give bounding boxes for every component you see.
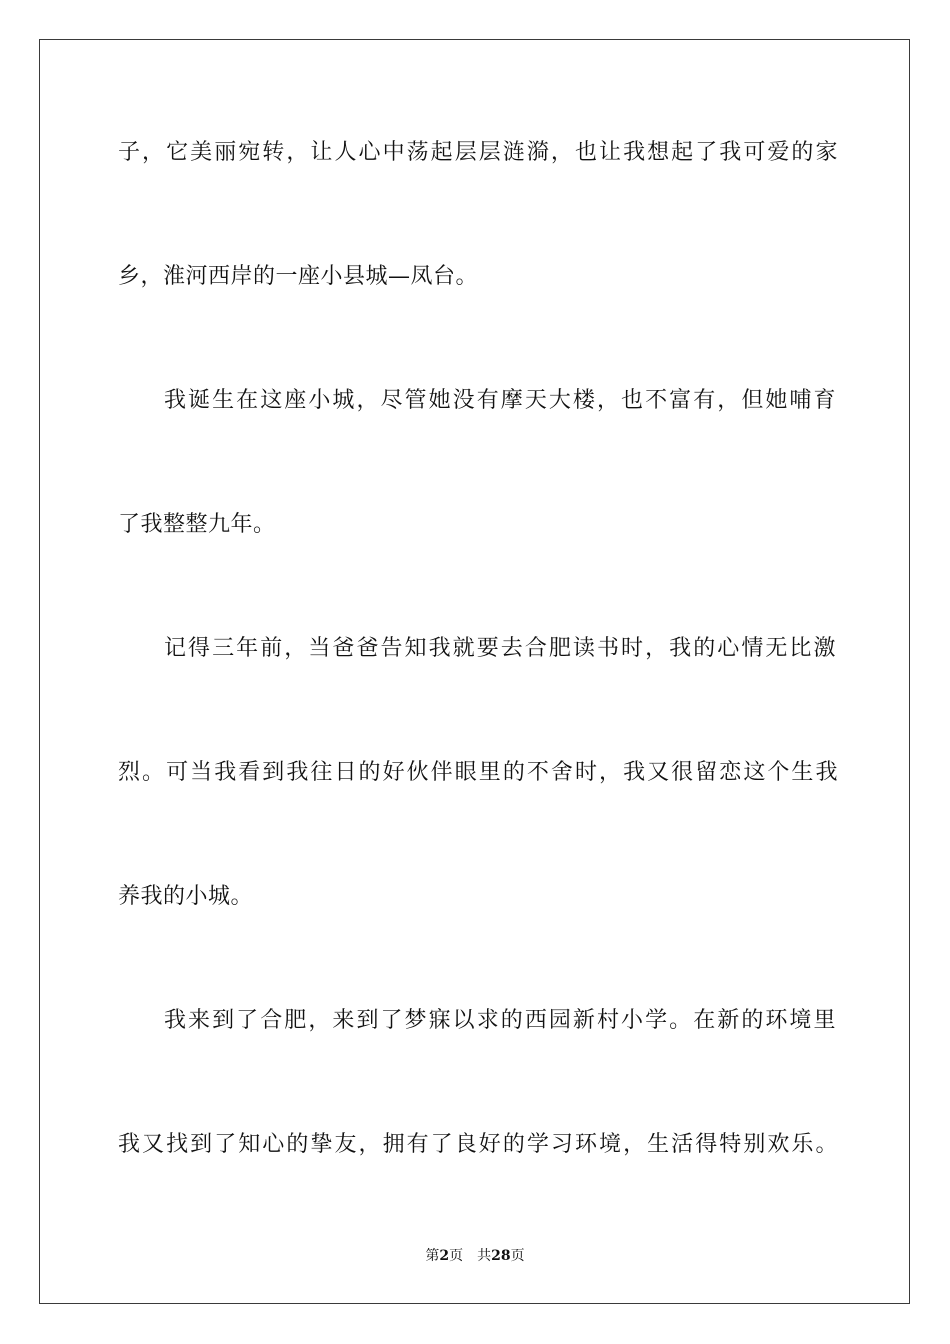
text-line-9: 我又找到了知心的挚友，拥有了良好的学习环境，生活得特别欢乐。 — [118, 1132, 838, 1157]
text-line-8: 我来到了合肥，来到了梦寐以求的西园新村小学。在新的环境里 — [164, 1008, 836, 1033]
total-label-suffix: 页 — [510, 1248, 525, 1264]
text-line-3: 我诞生在这座小城，尽管她没有摩天大楼，也不富有，但她哺育 — [164, 388, 836, 413]
page-footer — [0, 1246, 950, 1266]
page-label-prefix: 第 — [425, 1248, 440, 1264]
page-number: 2 — [439, 1248, 450, 1264]
text-line-5: 记得三年前，当爸爸告知我就要去合肥读书时，我的心情无比激 — [164, 636, 836, 661]
page-label-suffix: 页 — [449, 1248, 464, 1264]
text-line-2: 乡，淮河西岸的一座小县城—凤台。 — [118, 264, 479, 289]
text-line-7: 养我的小城。 — [118, 884, 254, 909]
total-pages: 28 — [491, 1248, 511, 1264]
page-border — [39, 39, 910, 1304]
text-line-1: 子，它美丽宛转，让人心中荡起层层涟漪，也让我想起了我可爱的家 — [118, 140, 838, 165]
text-line-4: 了我整整九年。 — [118, 512, 276, 537]
text-line-6: 烈。可当我看到我往日的好伙伴眼里的不舍时，我又很留恋这个生我 — [118, 760, 838, 785]
total-label-prefix: 共 — [477, 1248, 492, 1264]
